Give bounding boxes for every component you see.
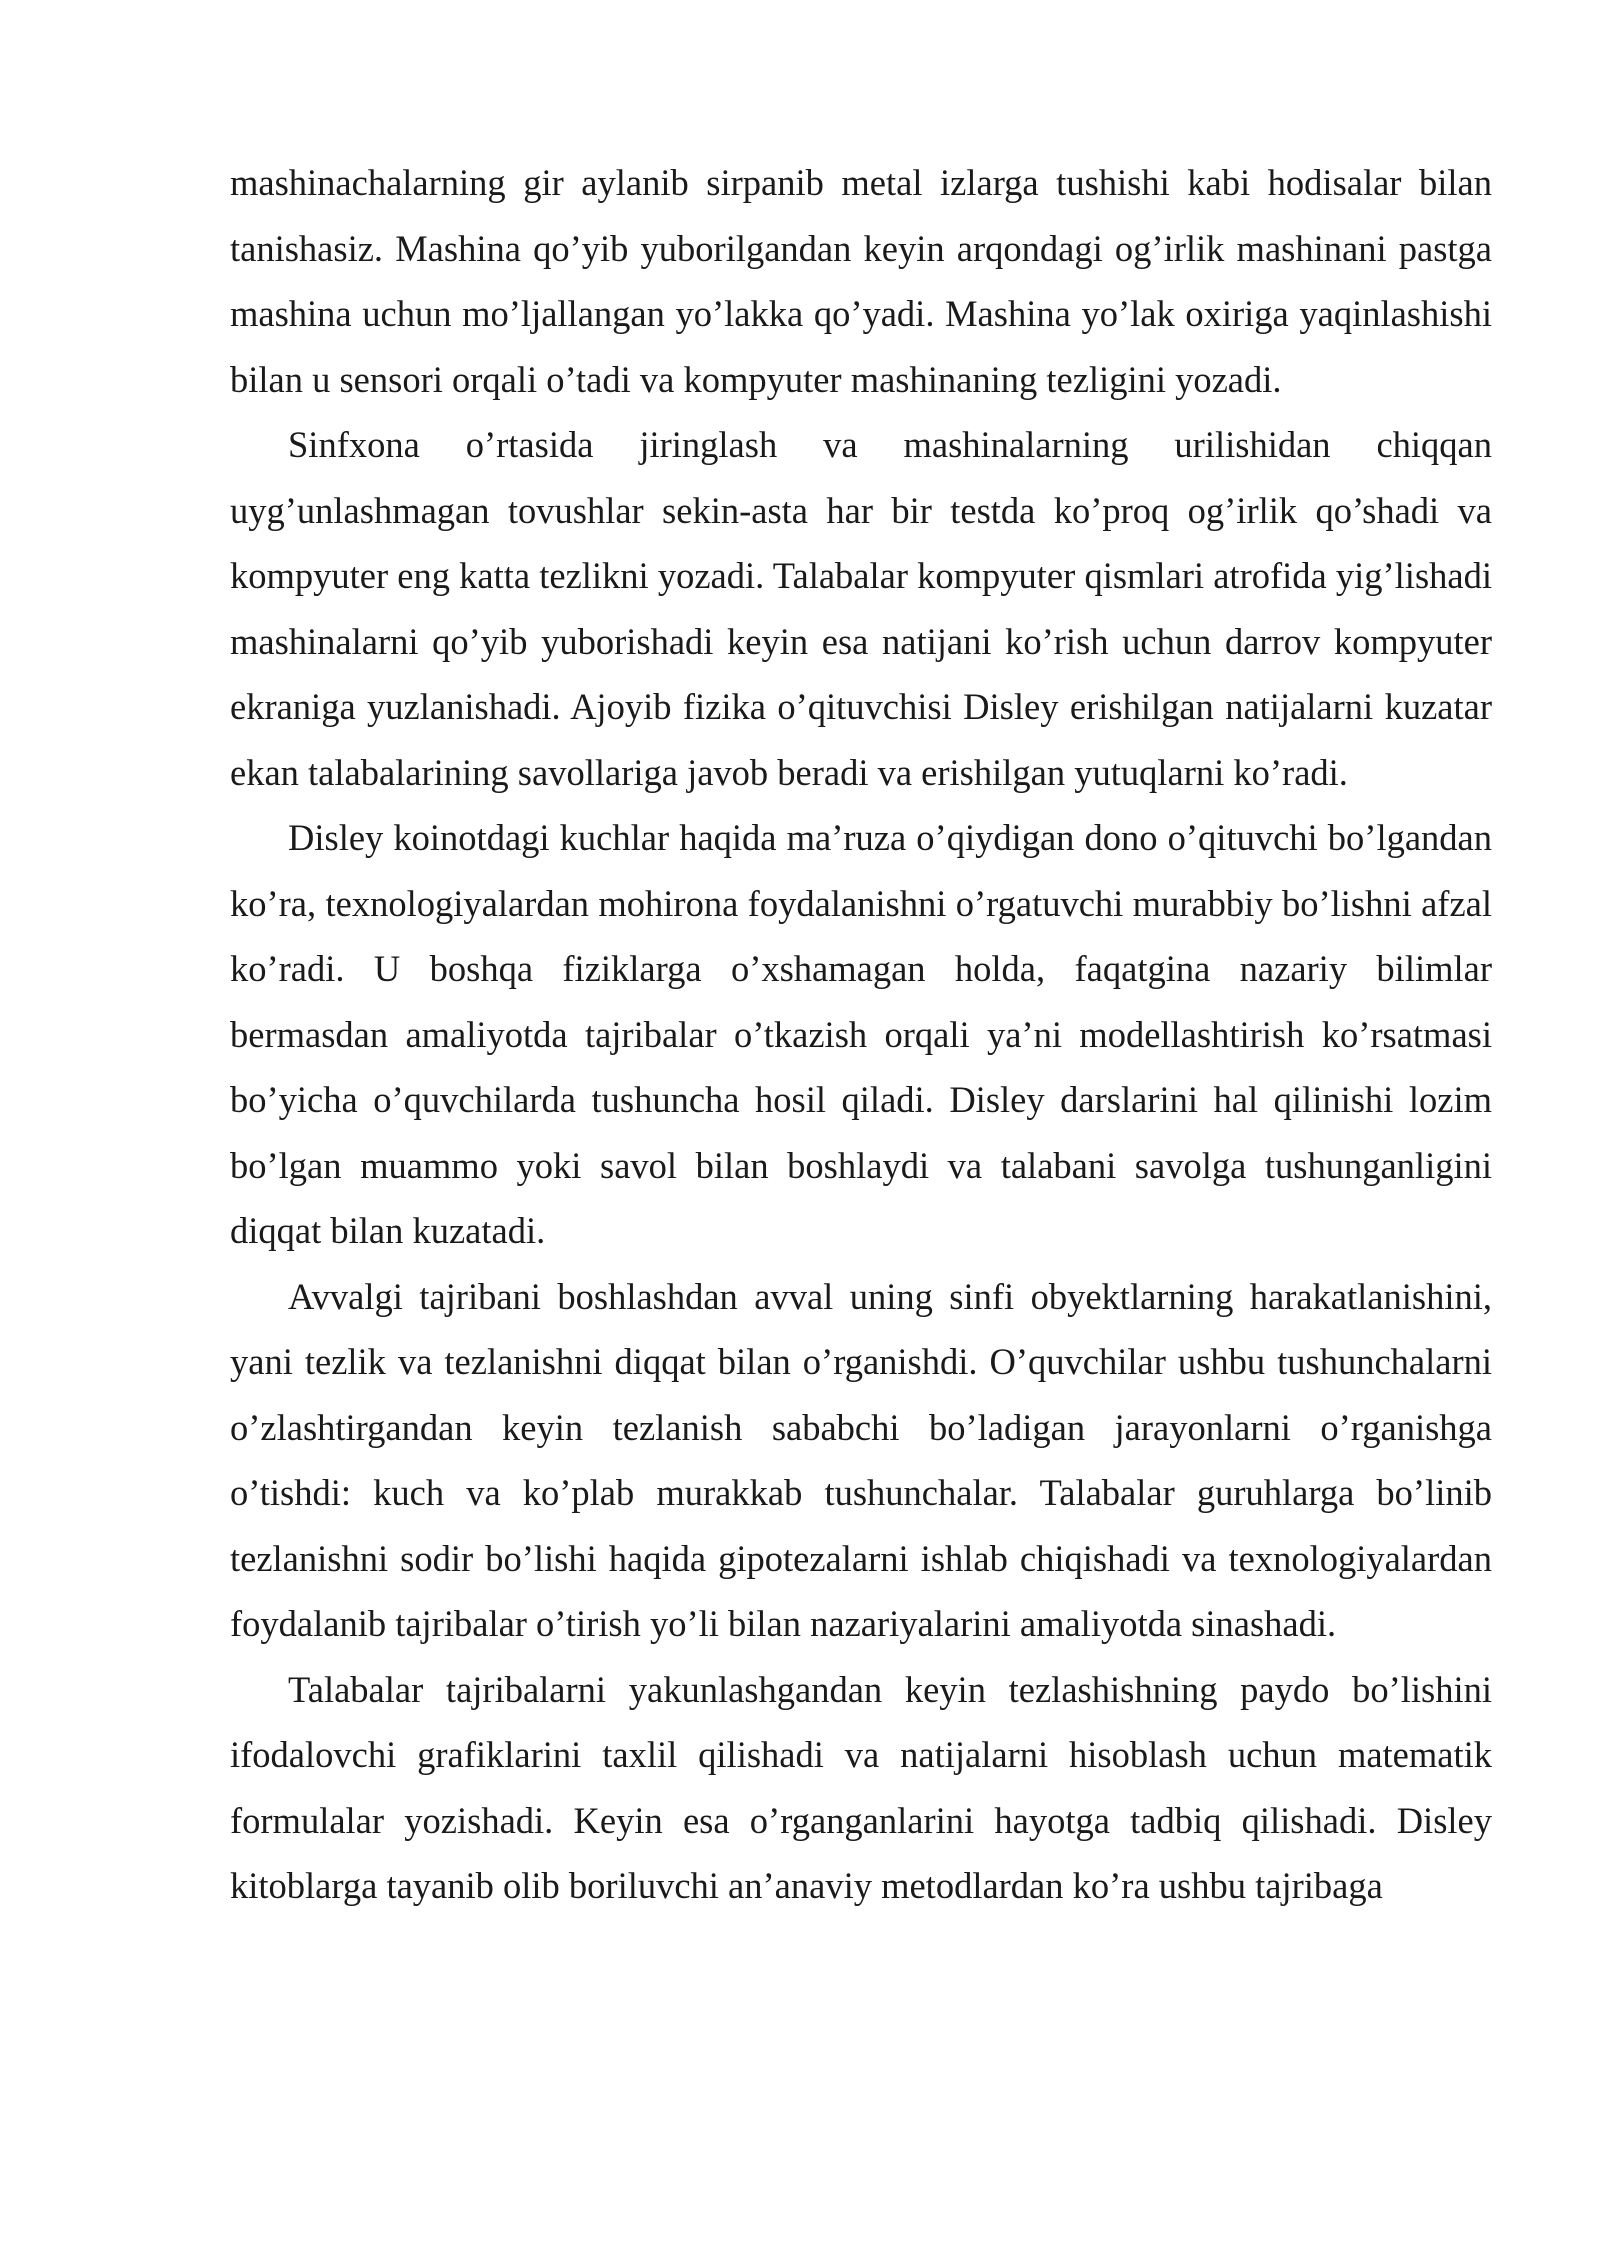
paragraph-3: Disley koinotdagi kuchlar haqida ma’ruza o’qiydigan dono o’qituvchi bo’lgandan ko’ra, texnologiyalardan mohirona foydalanishni o’rgatuvchi murabbiy bo’lishni afzal ko’radi. U boshqa fiziklarga o’xshamagan holda, faqatgina nazariy bilimlar bermasdan amaliyotda tajribalar o’tkazish orqali ya’ni modellashtirish ko’rsatmasi bo’yicha o’quvchilarda tushuncha hosil qiladi. Disley darslarini hal qilinishi lozim bo’lgan muammo yoki savol bilan boshlaydi va talabani savolga tushunganligini diqqat bilan kuzatadi. xyxy=(230,817,1492,1251)
paragraph-1: mashinachalarning gir aylanib sirpanib metal izlarga tushishi kabi hodisalar bilan tanishasiz. Mashina qo’yib yuborilgandan keyin arqondagi og’irlik mashinani pastga mashina uchun mo’ljallangan yo’lakka qo’yadi. Mashina yo’lak oxiriga yaqinlashishi bilan u sensori orqali o’tadi va kompyuter mashinaning tezligini yozadi. xyxy=(230,162,1492,400)
paragraph-5: Talabalar tajribalarni yakunlashgandan keyin tezlashishning paydo bo’lishini ifodalovchi grafiklarini taxlil qilishadi va natijalarni hisoblash uchun matematik formulalar yozishadi. Keyin esa o’rganganlarini hayotga tadbiq qilishadi. Disley kitoblarga tayanib olib boriluvchi an’anaviy metodlardan ko’ra ushbu tajribaga xyxy=(230,1668,1492,1906)
document-body xyxy=(230,150,1492,1919)
paragraph-2: Sinfxona o’rtasida jiringlash va mashinalarning urilishidan chiqqan uyg’unlashmagan tovushlar sekin-asta har bir testda ko’proq og’irlik qo’shadi va kompyuter eng katta tezlikni yozadi. Talabalar kompyuter qismlari atrofida yig’lishadi mashinalarni qo’yib yuborishadi keyin esa natijani ko’rish uchun darrov kompyuter ekraniga yuzlanishadi. Ajoyib fizika o’qituvchisi Disley erishilgan natijalarni kuzatar ekan talabalarining savollariga javob beradi va erishilgan yutuqlarni ko’radi. xyxy=(230,424,1492,793)
paragraph-4: Avvalgi tajribani boshlashdan avval uning sinfi obyektlarning harakatlanishini, yani tezlik va tezlanishni diqqat bilan o’rganishdi. O’quvchilar ushbu tushunchalarni o’zlashtirgandan keyin tezlanish sababchi bo’ladigan jarayonlarni o’rganishga o’tishdi: kuch va ko’plab murakkab tushunchalar. Talabalar guruhlarga bo’linib tezlanishni sodir bo’lishi haqida gipotezalarni ishlab chiqishadi va texnologiyalardan foydalanib tajribalar o’tirish yo’li bilan nazariyalarini amaliyotda sinashadi. xyxy=(230,1275,1492,1644)
